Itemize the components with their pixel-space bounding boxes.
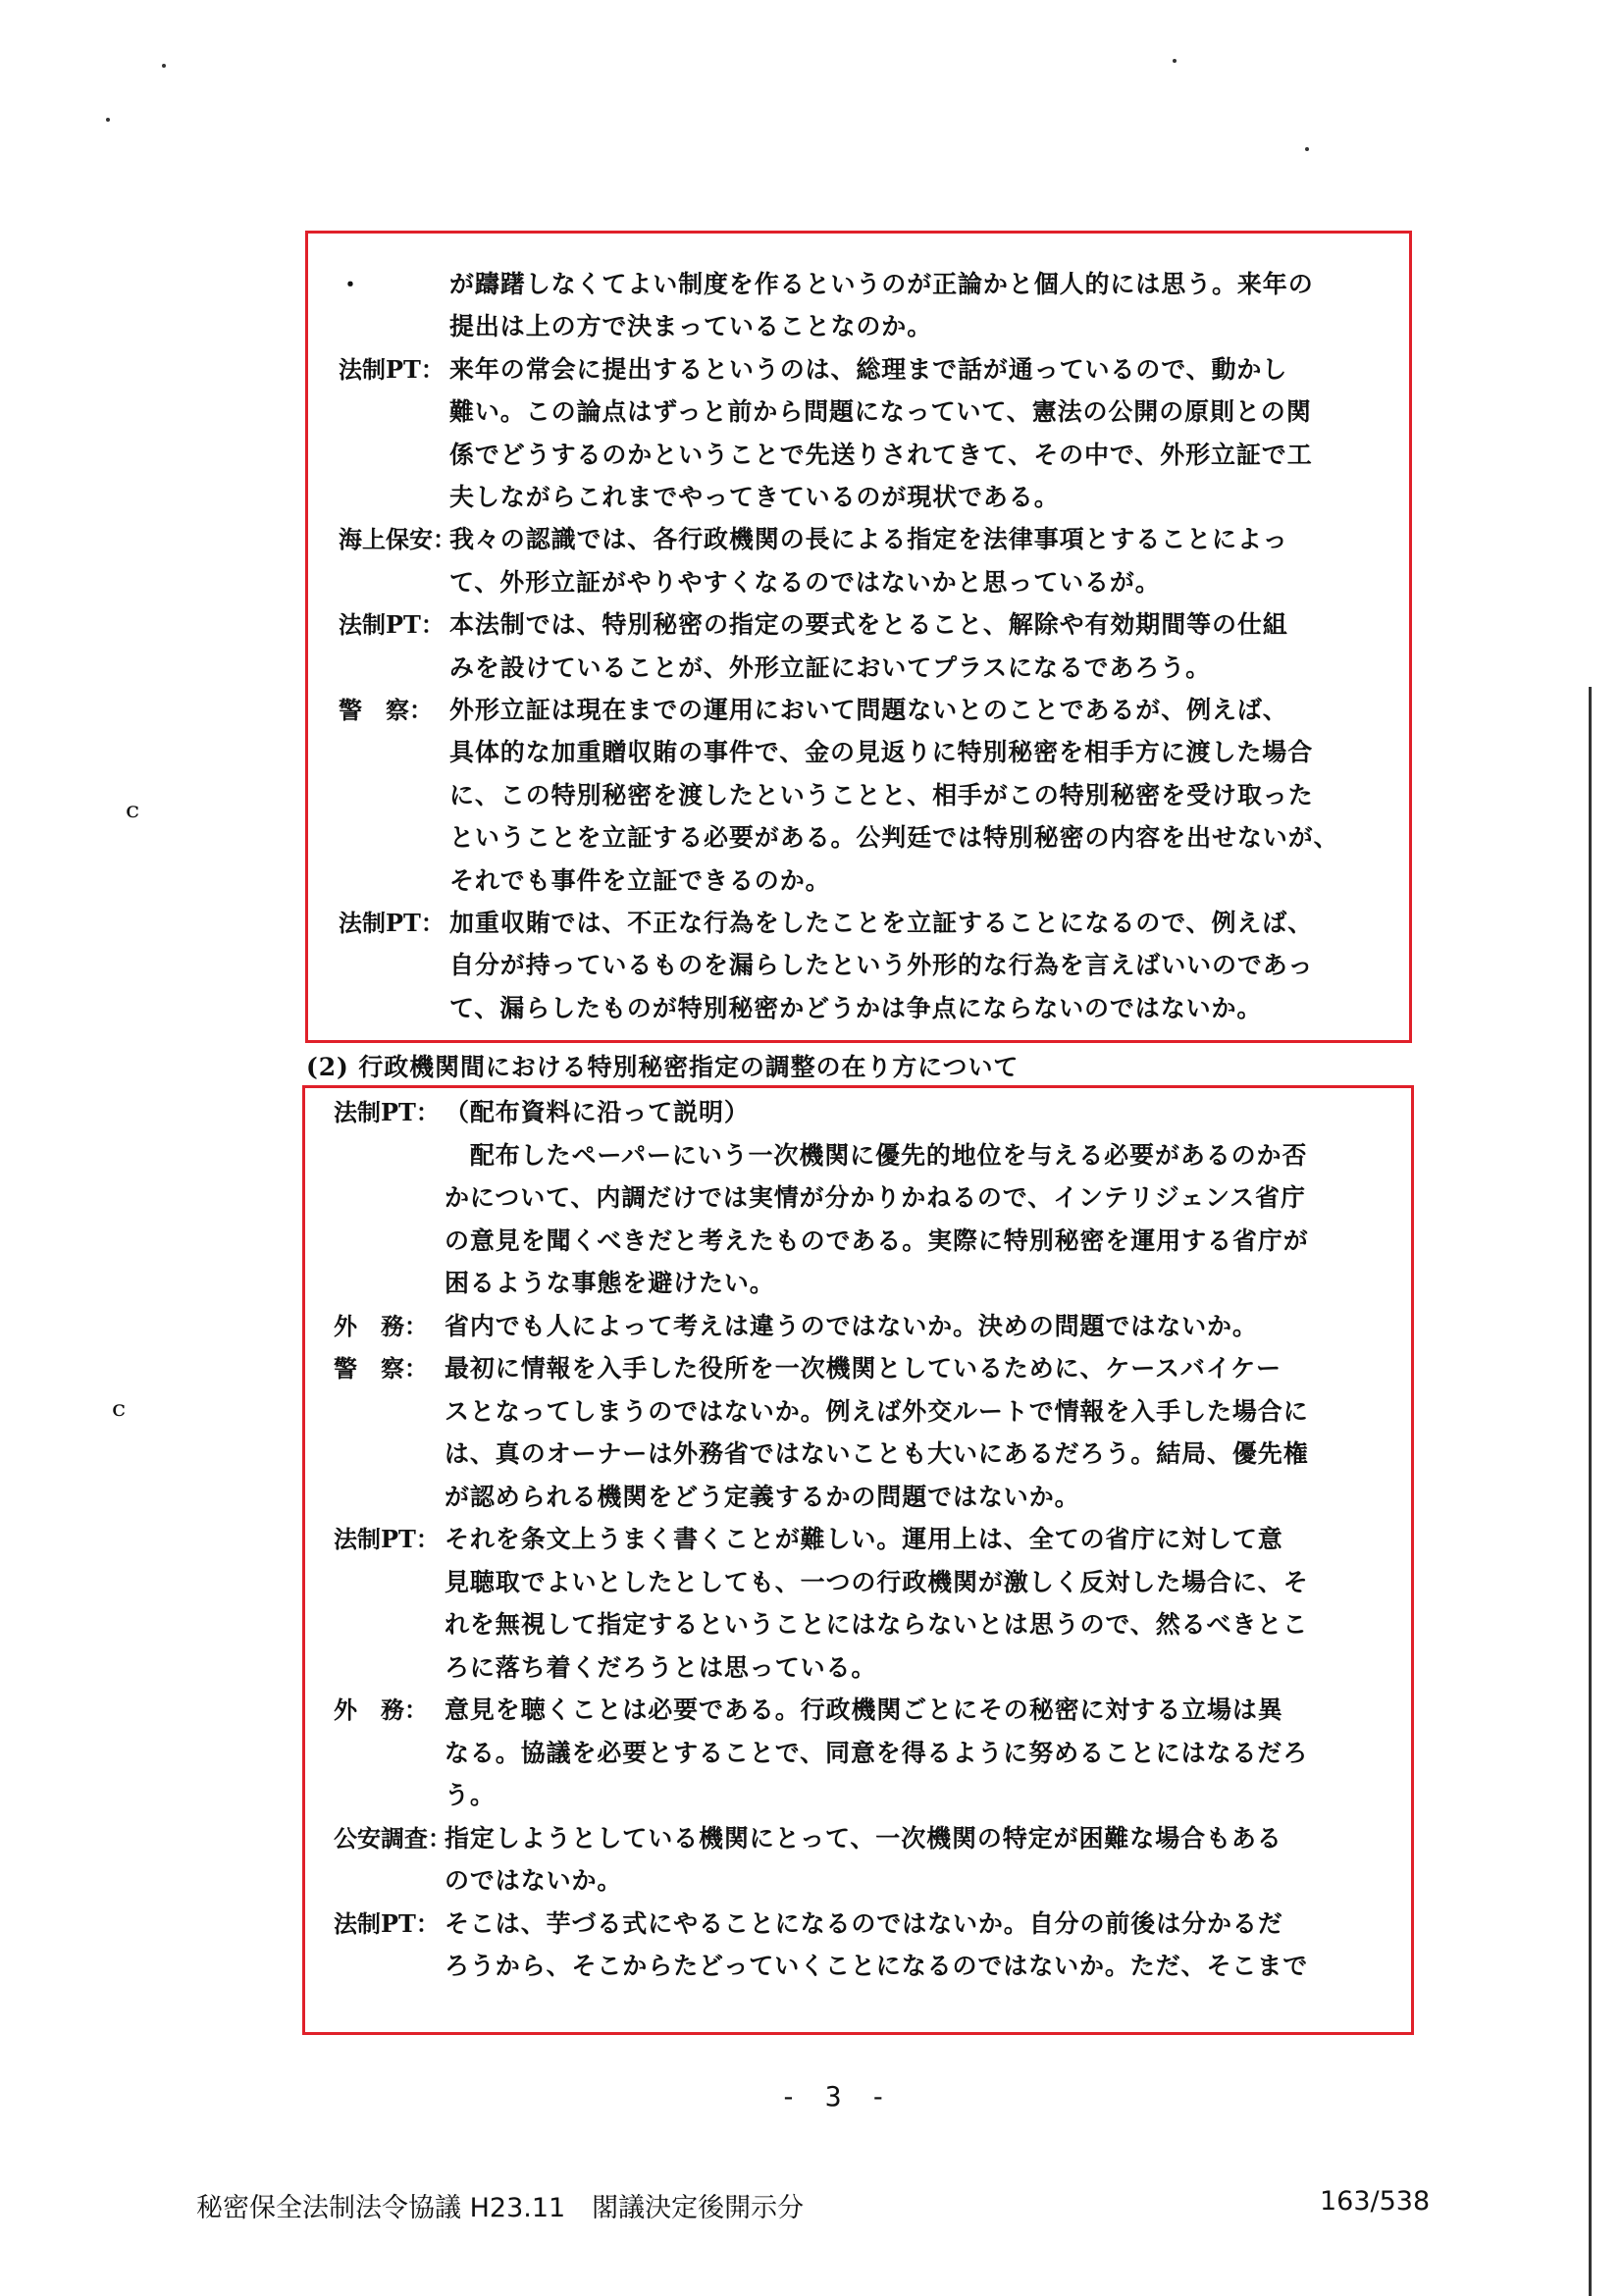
footer-title: 秘密保全法制法令協議 H23.11 閣議決定後開示分 (196, 2193, 805, 2223)
speaker-label: 警 察： (334, 1354, 428, 1383)
transcript-line: 困るような事態を避けたい。 (445, 1269, 775, 1297)
scan-mark: ᶜ (112, 1393, 126, 1438)
transcript-line: なる。協議を必要とすることで、同意を得るように努めることにはなるだろ (445, 1738, 1309, 1767)
speaker-label: 法制PT： (339, 610, 445, 640)
page-number: - 3 - (780, 2080, 893, 2113)
transcript-line: に、この特別秘密を渡したということと、相手がこの特別秘密を受け取った (449, 780, 1314, 809)
transcript-line: 具体的な加重贈収賄の事件で、金の見返りに特別秘密を相手方に渡した場合 (449, 738, 1314, 767)
transcript-line: のではないか。 (445, 1866, 623, 1895)
transcript-line: それでも事件を立証できるのか。 (449, 865, 831, 895)
transcript-line: 見聴取でよいとしたとしても、一つの行政機関が激しく反対した場合に、そ (445, 1567, 1309, 1596)
speaker-label: 警 察： (339, 696, 433, 724)
section-heading: (2) 行政機関間における特別秘密指定の調整の在り方について (306, 1053, 1020, 1081)
speaker-label: 外 務： (334, 1696, 428, 1724)
speaker-label: 外 務： (334, 1311, 428, 1340)
transcript-line: れを無視して指定するということにはならないとは思うので、然るべきとこ (445, 1610, 1309, 1639)
transcript-line: ろに落ち着くだろうとは思っている。 (445, 1652, 877, 1682)
transcript-line: 指定しようとしている機関にとって、一次機関の特定が困難な場合もある (445, 1823, 1282, 1852)
transcript-line: 本法制では、特別秘密の指定の要式をとること、解除や有効期間等の仕組 (449, 610, 1288, 640)
transcript-line: が躊躇しなくてよい制度を作るというのが正論かと個人的には思う。来年の (449, 270, 1314, 298)
transcript-line: 自分が持っているものを漏らしたという外形的な行為を言えばいいのであっ (449, 951, 1314, 980)
speaker-label: 公安調査： (334, 1823, 451, 1852)
footer-page-count: 163/538 (1320, 2186, 1431, 2217)
transcript-line: ということを立証する必要がある。公判廷では特別秘密の内容を出せないが、 (449, 823, 1339, 853)
transcript-line: そこは、芋づる式にやることになるのではないか。自分の前後は分かるだ (445, 1908, 1283, 1938)
scan-speck (1305, 147, 1309, 151)
transcript-line: 夫しながらこれまでやってきているのが現状である。 (449, 483, 1060, 511)
transcript-line: （配布資料に沿って説明） (445, 1098, 750, 1126)
transcript-line: 省内でも人によって考えは違うのではないか。決めの問題ではないか。 (445, 1311, 1258, 1340)
transcript-line: 提出は上の方で決まっていることなのか。 (449, 312, 933, 341)
scan-speck (1173, 59, 1177, 63)
transcript-line: それを条文上うまく書くことが難しい。運用上は、全ての省庁に対して意 (445, 1525, 1283, 1553)
transcript-line: 係でどうするのかということで先送りされてきて、その中で、外形立証で工 (449, 440, 1313, 469)
transcript-line: 加重収賄では、不正な行為をしたことを立証することになるので、例えば、 (449, 909, 1314, 937)
transcript-line: は、真のオーナーは外務省ではないことも大いにあるだろう。結局、優先権 (445, 1439, 1309, 1468)
transcript-line: 外形立証は現在までの運用において問題ないとのことであるが、例えば、 (449, 696, 1288, 724)
speaker-label: 法制PT： (334, 1098, 440, 1126)
transcript-line: 我々の認識では、各行政機関の長による指定を法律事項とすることによっ (449, 525, 1288, 554)
transcript-line: の意見を聞くべきだと考えたものである。実際に特別秘密を運用する省庁が (445, 1226, 1309, 1255)
speaker-label: 法制PT： (334, 1525, 440, 1553)
transcript-line: 難い。この論点はずっと前から問題になっていて、憲法の公開の原則との関 (449, 397, 1312, 427)
transcript-line: が認められる機関をどう定義するかの問題ではないか。 (445, 1482, 1080, 1511)
transcript-line: う。 (445, 1781, 496, 1809)
speaker-label: 法制PT： (339, 909, 445, 937)
transcript-line: て、外形立証がやりやすくなるのではないかと思っているが。 (449, 567, 1161, 597)
transcript-line: 配布したペーパーにいう一次機関に優先的地位を与える必要があるのか否 (445, 1140, 1308, 1170)
transcript-line: みを設けていることが、外形立証においてプラスになるであろう。 (449, 652, 1212, 682)
transcript-line: ろうから、そこからたどっていくことになるのではないか。ただ、そこまで (445, 1952, 1309, 1980)
scan-edge-line (1589, 687, 1592, 2296)
speaker-label: ・ (339, 270, 362, 298)
scan-speck (162, 64, 166, 68)
transcript-line: て、漏らしたものが特別秘密かどうかは争点にならないのではないか。 (449, 993, 1263, 1022)
scan-speck (106, 118, 110, 122)
transcript-line: 最初に情報を入手した役所を一次機関としているために、ケースバイケー (445, 1354, 1282, 1383)
speaker-label: 法制PT： (339, 354, 445, 384)
speaker-label: 法制PT： (334, 1908, 440, 1938)
transcript-line: 意見を聴くことは必要である。行政機関ごとにその秘密に対する立場は異 (445, 1696, 1283, 1724)
scan-mark: ᶜ (126, 795, 139, 840)
transcript-line: スとなってしまうのではないか。例えば外交ルートで情報を入手した場合に (445, 1396, 1309, 1426)
transcript-line: かについて、内調だけでは実情が分かりかねるので、インテリジェンス省庁 (445, 1183, 1306, 1212)
transcript-line: 来年の常会に提出するというのは、総理まで話が通っているので、動かし (449, 354, 1288, 384)
speaker-label: 海上保安： (339, 525, 456, 554)
